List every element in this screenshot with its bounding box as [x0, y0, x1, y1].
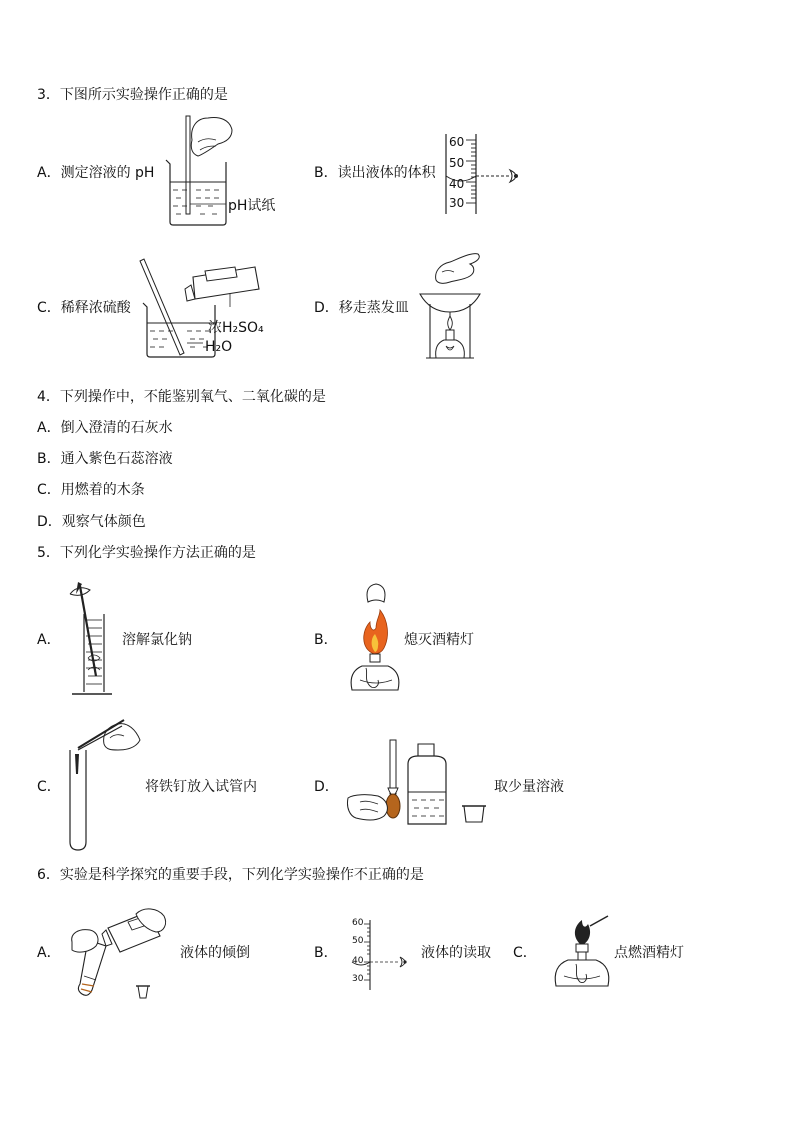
q6-option-a-text: 液体的倾倒: [180, 945, 250, 961]
q3b-tick-30: 30: [449, 196, 465, 210]
acid-tag: 浓H₂SO₄: [208, 320, 264, 336]
q6b-tick-60: 60: [352, 918, 364, 928]
q5-option-b-figure: [344, 580, 404, 695]
q5-option-d-text: 取少量溶液: [494, 779, 564, 795]
q5-option-a-text: 溶解氯化钠: [122, 632, 192, 648]
q5-option-c-letter: C．: [37, 779, 61, 795]
q5-option-c-text: 将铁钉放入试管内: [145, 779, 257, 795]
question-5-stem: 5．下列化学实验操作方法正确的是: [37, 545, 256, 561]
q5-option-c-figure: [64, 710, 144, 854]
q6-option-c-text: 点燃酒精灯: [614, 945, 684, 961]
q3-option-a-label: A．测定溶液的 pH: [37, 165, 155, 181]
question-6-stem: 6．实验是科学探究的重要手段，下列化学实验操作不正确的是: [37, 867, 424, 883]
q6b-tick-30: 30: [352, 974, 364, 984]
q4-option-a: A．倒入澄清的石灰水: [37, 420, 173, 436]
q6b-tick-40: 40: [352, 956, 364, 966]
q3-option-b-label: B．读出液体的体积: [314, 165, 436, 181]
q3b-tick-60: 60: [449, 135, 465, 149]
q6-option-c-figure: [550, 914, 616, 990]
q5-option-b-text: 熄灭酒精灯: [404, 632, 474, 648]
q5-option-a-letter: A．: [37, 632, 61, 648]
q4-option-c: C．用燃着的木条: [37, 482, 145, 498]
q6-option-b-letter: B．: [314, 945, 338, 961]
q4-option-b: B．通入紫色石蕊溶液: [37, 451, 173, 467]
q3b-tick-40: 40: [449, 177, 465, 191]
water-tag: H₂O: [205, 339, 233, 355]
question-4-stem: 4．下列操作中，不能鉴别氧气、二氧化碳的是: [37, 389, 326, 405]
q6-option-a-letter: A．: [37, 945, 61, 961]
q5-option-b-letter: B．: [314, 632, 338, 648]
q5-option-d-figure: [344, 738, 490, 830]
q5-option-d-letter: D．: [314, 779, 339, 795]
q6b-tick-50: 50: [352, 936, 364, 946]
q3-option-d-figure: [416, 250, 486, 364]
q3b-tick-50: 50: [449, 156, 465, 170]
q3-option-d-label: D．移走蒸发皿: [314, 300, 409, 316]
q4-option-d: D．观察气体颜色: [37, 514, 146, 530]
q6-option-c-letter: C．: [513, 945, 537, 961]
q5-option-a-figure: [66, 580, 116, 698]
q6-option-a-figure: [66, 906, 170, 1002]
q3-option-c-label: C．稀释浓硫酸: [37, 300, 131, 316]
q6-option-b-text: 液体的读取: [421, 945, 491, 961]
ph-paper-tag: pH试纸: [228, 198, 276, 214]
question-3-stem: 3．下图所示实验操作正确的是: [37, 87, 228, 103]
